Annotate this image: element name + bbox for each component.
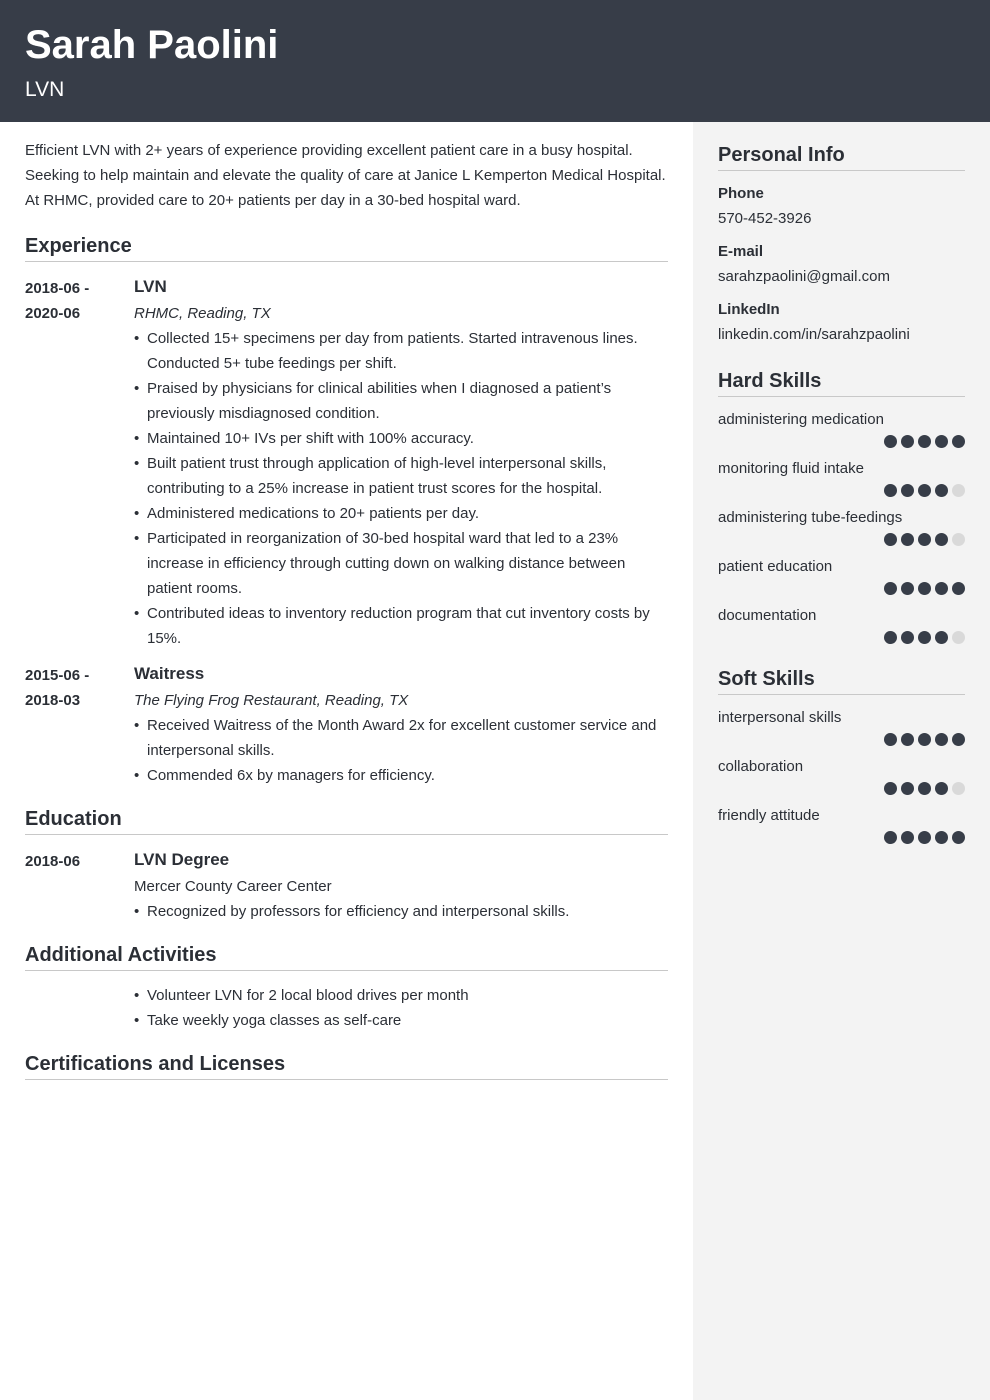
skill-name: friendly attitude: [718, 807, 820, 824]
rating-dot-filled: [935, 435, 948, 448]
resume-body: [0, 122, 990, 1400]
activities-list: [134, 983, 668, 1033]
hard-skills-list: [718, 409, 965, 644]
skill-rating: [718, 484, 965, 497]
achievement-item: • Contributed ideas to inventory reduction program that cut inventory costs by 15%.: [134, 601, 668, 651]
education-heading: Education: [25, 806, 668, 835]
rating-dot-filled: [918, 435, 931, 448]
rating-dot-filled: [952, 435, 965, 448]
rating-dot-filled: [952, 733, 965, 746]
rating-dot-empty: [952, 631, 965, 644]
personal-info-list: [718, 183, 965, 346]
rating-dot-filled: [884, 533, 897, 546]
degree: LVN Degree: [134, 850, 230, 869]
certifications-section: [25, 1051, 668, 1080]
candidate-name: Sarah Paolini: [25, 23, 279, 67]
skill-rating: [718, 631, 965, 644]
education-content: [134, 847, 668, 924]
rating-dot-empty: [952, 533, 965, 546]
info-label: LinkedIn: [718, 301, 780, 318]
rating-dot-empty: [952, 484, 965, 497]
skill-name: monitoring fluid intake: [718, 460, 864, 477]
rating-dot-filled: [901, 582, 914, 595]
skill-name: documentation: [718, 607, 817, 624]
soft-skills-section: [718, 666, 965, 844]
skill-item: [718, 756, 965, 795]
rating-dot-filled: [918, 733, 931, 746]
rating-dot-filled: [935, 733, 948, 746]
skill-item: [718, 507, 965, 546]
achievement-list: [134, 326, 668, 651]
skill-rating: [718, 582, 965, 595]
skill-item: [718, 556, 965, 595]
employer: The Flying Frog Restaurant, Reading, TX: [134, 692, 409, 709]
skill-rating: [718, 733, 965, 746]
rating-dot-filled: [918, 484, 931, 497]
skill-name: administering medication: [718, 411, 884, 428]
skill-item: [718, 805, 965, 844]
rating-dot-filled: [884, 435, 897, 448]
rating-dot-filled: [884, 631, 897, 644]
achievement-item: • Received Waitress of the Month Award 2x for excellent customer service and interpersonal skills.: [134, 713, 668, 763]
activity-item: • Volunteer LVN for 2 local blood drives per month: [134, 983, 668, 1008]
rating-dot-filled: [884, 733, 897, 746]
date-end: 2020-06: [25, 305, 81, 322]
activity-item: • Take weekly yoga classes as self-care: [134, 1008, 668, 1033]
experience-list: [25, 274, 668, 788]
rating-dot-filled: [935, 582, 948, 595]
info-value: linkedin.com/in/sarahzpaolini: [718, 326, 910, 343]
employer: RHMC, Reading, TX: [134, 305, 271, 322]
skill-rating: [718, 533, 965, 546]
achievement-item: • Collected 15+ specimens per day from patients. Started intravenous lines. Conducted 5+ tube feedings per shift.: [134, 326, 668, 376]
skill-rating: [718, 782, 965, 795]
experience-dates: [25, 661, 134, 788]
rating-dot-filled: [918, 831, 931, 844]
experience-entry: [25, 274, 668, 651]
rating-dot-filled: [952, 831, 965, 844]
skill-name: interpersonal skills: [718, 709, 842, 726]
skill-name: patient education: [718, 558, 833, 575]
info-label: E-mail: [718, 243, 764, 260]
rating-dot-filled: [935, 533, 948, 546]
info-label: Phone: [718, 185, 764, 202]
skill-rating: [718, 831, 965, 844]
personal-info-heading: Personal Info: [718, 142, 965, 171]
rating-dot-filled: [935, 831, 948, 844]
rating-dot-filled: [935, 782, 948, 795]
rating-dot-filled: [901, 831, 914, 844]
hard-skills-heading: Hard Skills: [718, 368, 965, 397]
personal-info-section: [718, 142, 965, 346]
experience-content: [134, 661, 668, 788]
skill-item: [718, 409, 965, 448]
rating-dot-filled: [918, 631, 931, 644]
rating-dot-filled: [901, 533, 914, 546]
date-start: 2015-06 -: [25, 667, 90, 684]
school: Mercer County Career Center: [134, 878, 332, 895]
rating-dot-filled: [901, 631, 914, 644]
sidebar: [693, 122, 990, 1400]
education-section: [25, 806, 668, 924]
job-title: Waitress: [134, 664, 205, 683]
activities-heading: Additional Activities: [25, 942, 668, 971]
skill-rating: [718, 435, 965, 448]
certifications-heading: Certifications and Licenses: [25, 1051, 668, 1080]
achievement-item: • Administered medications to 20+ patients per day.: [134, 501, 668, 526]
rating-dot-filled: [935, 484, 948, 497]
hard-skills-section: [718, 368, 965, 644]
education-entry: [25, 847, 668, 924]
experience-heading: Experience: [25, 233, 668, 262]
date-end: 2018-03: [25, 692, 81, 709]
achievement-item: • Praised by physicians for clinical abilities when I diagnosed a patient’s previously misdiagnosed condition.: [134, 376, 668, 426]
candidate-title: LVN: [25, 78, 65, 101]
rating-dot-filled: [901, 484, 914, 497]
skill-item: [718, 707, 965, 746]
rating-dot-filled: [918, 582, 931, 595]
rating-dot-filled: [901, 733, 914, 746]
skill-item: [718, 458, 965, 497]
rating-dot-filled: [884, 582, 897, 595]
achievement-item: • Commended 6x by managers for efficiency.: [134, 763, 668, 788]
main-column: [0, 122, 693, 1400]
skill-name: collaboration: [718, 758, 804, 775]
rating-dot-empty: [952, 782, 965, 795]
experience-entry: [25, 661, 668, 788]
summary: Efficient LVN with 2+ years of experience providing excellent patient care in a busy hospital. Seeking to help maintain and elevate the quality of care at Janice L Kemperton Medical Hospital. At RHMC, provided care to 20+ patients per day in a 30-bed hospital ward.: [25, 142, 666, 209]
rating-dot-filled: [884, 831, 897, 844]
rating-dot-filled: [952, 582, 965, 595]
education-date: 2018-06: [25, 853, 81, 870]
rating-dot-filled: [884, 484, 897, 497]
rating-dot-filled: [884, 782, 897, 795]
education-list: [25, 847, 668, 924]
rating-dot-filled: [901, 782, 914, 795]
rating-dot-filled: [935, 631, 948, 644]
achievement-item: • Maintained 10+ IVs per shift with 100% accuracy.: [134, 426, 668, 451]
rating-dot-filled: [918, 533, 931, 546]
education-bullet: • Recognized by professors for efficiency and interpersonal skills.: [134, 899, 668, 924]
rating-dot-filled: [918, 782, 931, 795]
experience-dates: [25, 274, 134, 651]
achievement-list: [134, 713, 668, 788]
skill-name: administering tube-feedings: [718, 509, 903, 526]
soft-skills-heading: Soft Skills: [718, 666, 965, 695]
experience-section: [25, 233, 668, 788]
resume-header: [0, 0, 990, 122]
activities-section: [25, 942, 668, 1033]
achievement-item: • Participated in reorganization of 30-bed hospital ward that led to a 23% increase in efficiency through cutting down on walking distance between patient rooms.: [134, 526, 668, 601]
experience-content: [134, 274, 668, 651]
achievement-item: • Built patient trust through application of high-level interpersonal skills, contributing to a 25% increase in patient trust scores for the hospital.: [134, 451, 668, 501]
date-start: 2018-06 -: [25, 280, 90, 297]
info-value: 570-452-3926: [718, 210, 812, 227]
job-title: LVN: [134, 277, 167, 296]
info-value: sarahzpaolini@gmail.com: [718, 268, 890, 285]
rating-dot-filled: [901, 435, 914, 448]
soft-skills-list: [718, 707, 965, 844]
education-bullets: [134, 899, 668, 924]
skill-item: [718, 605, 965, 644]
